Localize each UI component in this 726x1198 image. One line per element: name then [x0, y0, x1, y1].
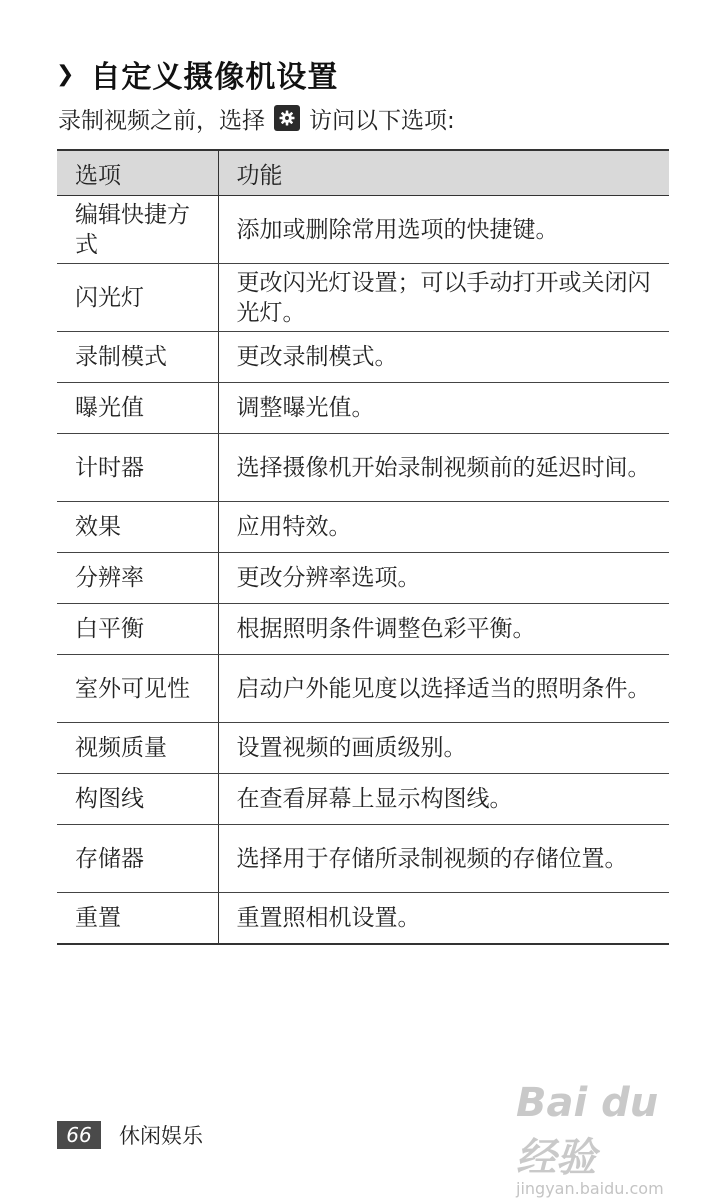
option-cell: 构图线 [57, 774, 218, 825]
option-cell: 曝光值 [57, 383, 218, 434]
page-number: 66 [57, 1121, 101, 1149]
option-cell: 闪光灯 [57, 264, 218, 332]
column-header-option: 选项 [57, 150, 218, 196]
option-cell: 室外可见性 [57, 655, 218, 723]
option-cell: 存储器 [57, 825, 218, 893]
column-header-function: 功能 [218, 150, 669, 196]
option-cell: 效果 [57, 502, 218, 553]
intro-text-before: 录制视频之前，选择 [58, 107, 265, 134]
table-row [57, 383, 669, 434]
table-row [57, 196, 669, 264]
option-cell: 分辨率 [57, 553, 218, 604]
section-heading [56, 50, 338, 98]
watermark-logo: Bai du 经验 [516, 1080, 659, 1181]
function-cell: 重置照相机设置。 [218, 893, 669, 945]
table-row [57, 774, 669, 825]
table-row [57, 825, 669, 893]
page-footer [57, 1120, 203, 1150]
section-name: 休闲娱乐 [119, 1124, 203, 1148]
intro-paragraph [58, 98, 455, 138]
table-row [57, 655, 669, 723]
function-cell: 更改录制模式。 [218, 332, 669, 383]
function-cell: 添加或删除常用选项的快捷键。 [218, 196, 669, 264]
function-cell: 启动户外能见度以选择适当的照明条件。 [218, 655, 669, 723]
function-cell: 设置视频的画质级别。 [218, 723, 669, 774]
gear-icon [274, 105, 300, 131]
baidu-watermark [516, 1080, 691, 1198]
chevron-icon: ❯ [56, 61, 75, 87]
intro-text-after: 访问以下选项: [309, 107, 455, 134]
table-row [57, 553, 669, 604]
table-row [57, 264, 669, 332]
option-cell: 计时器 [57, 434, 218, 502]
table-row [57, 723, 669, 774]
page-title: 自定义摄像机设置 [90, 60, 339, 95]
table-row [57, 893, 669, 945]
function-cell: 应用特效。 [218, 502, 669, 553]
function-cell: 选择摄像机开始录制视频前的延迟时间。 [218, 434, 669, 502]
option-cell: 重置 [57, 893, 218, 945]
option-cell: 白平衡 [57, 604, 218, 655]
function-cell: 选择用于存储所录制视频的存储位置。 [218, 825, 669, 893]
option-cell: 录制模式 [57, 332, 218, 383]
table-header-row [57, 150, 669, 196]
function-cell: 更改闪光灯设置；可以手动打开或关闭闪光灯。 [218, 264, 669, 332]
function-cell: 调整曝光值。 [218, 383, 669, 434]
function-cell: 根据照明条件调整色彩平衡。 [218, 604, 669, 655]
watermark-url: jingyan.baidu.com [516, 1179, 664, 1198]
option-cell: 编辑快捷方式 [57, 196, 218, 264]
function-cell: 在查看屏幕上显示构图线。 [218, 774, 669, 825]
option-cell: 视频质量 [57, 723, 218, 774]
table-row [57, 604, 669, 655]
table-row [57, 502, 669, 553]
table-row [57, 332, 669, 383]
options-table [57, 149, 669, 945]
table-row [57, 434, 669, 502]
function-cell: 更改分辨率选项。 [218, 553, 669, 604]
